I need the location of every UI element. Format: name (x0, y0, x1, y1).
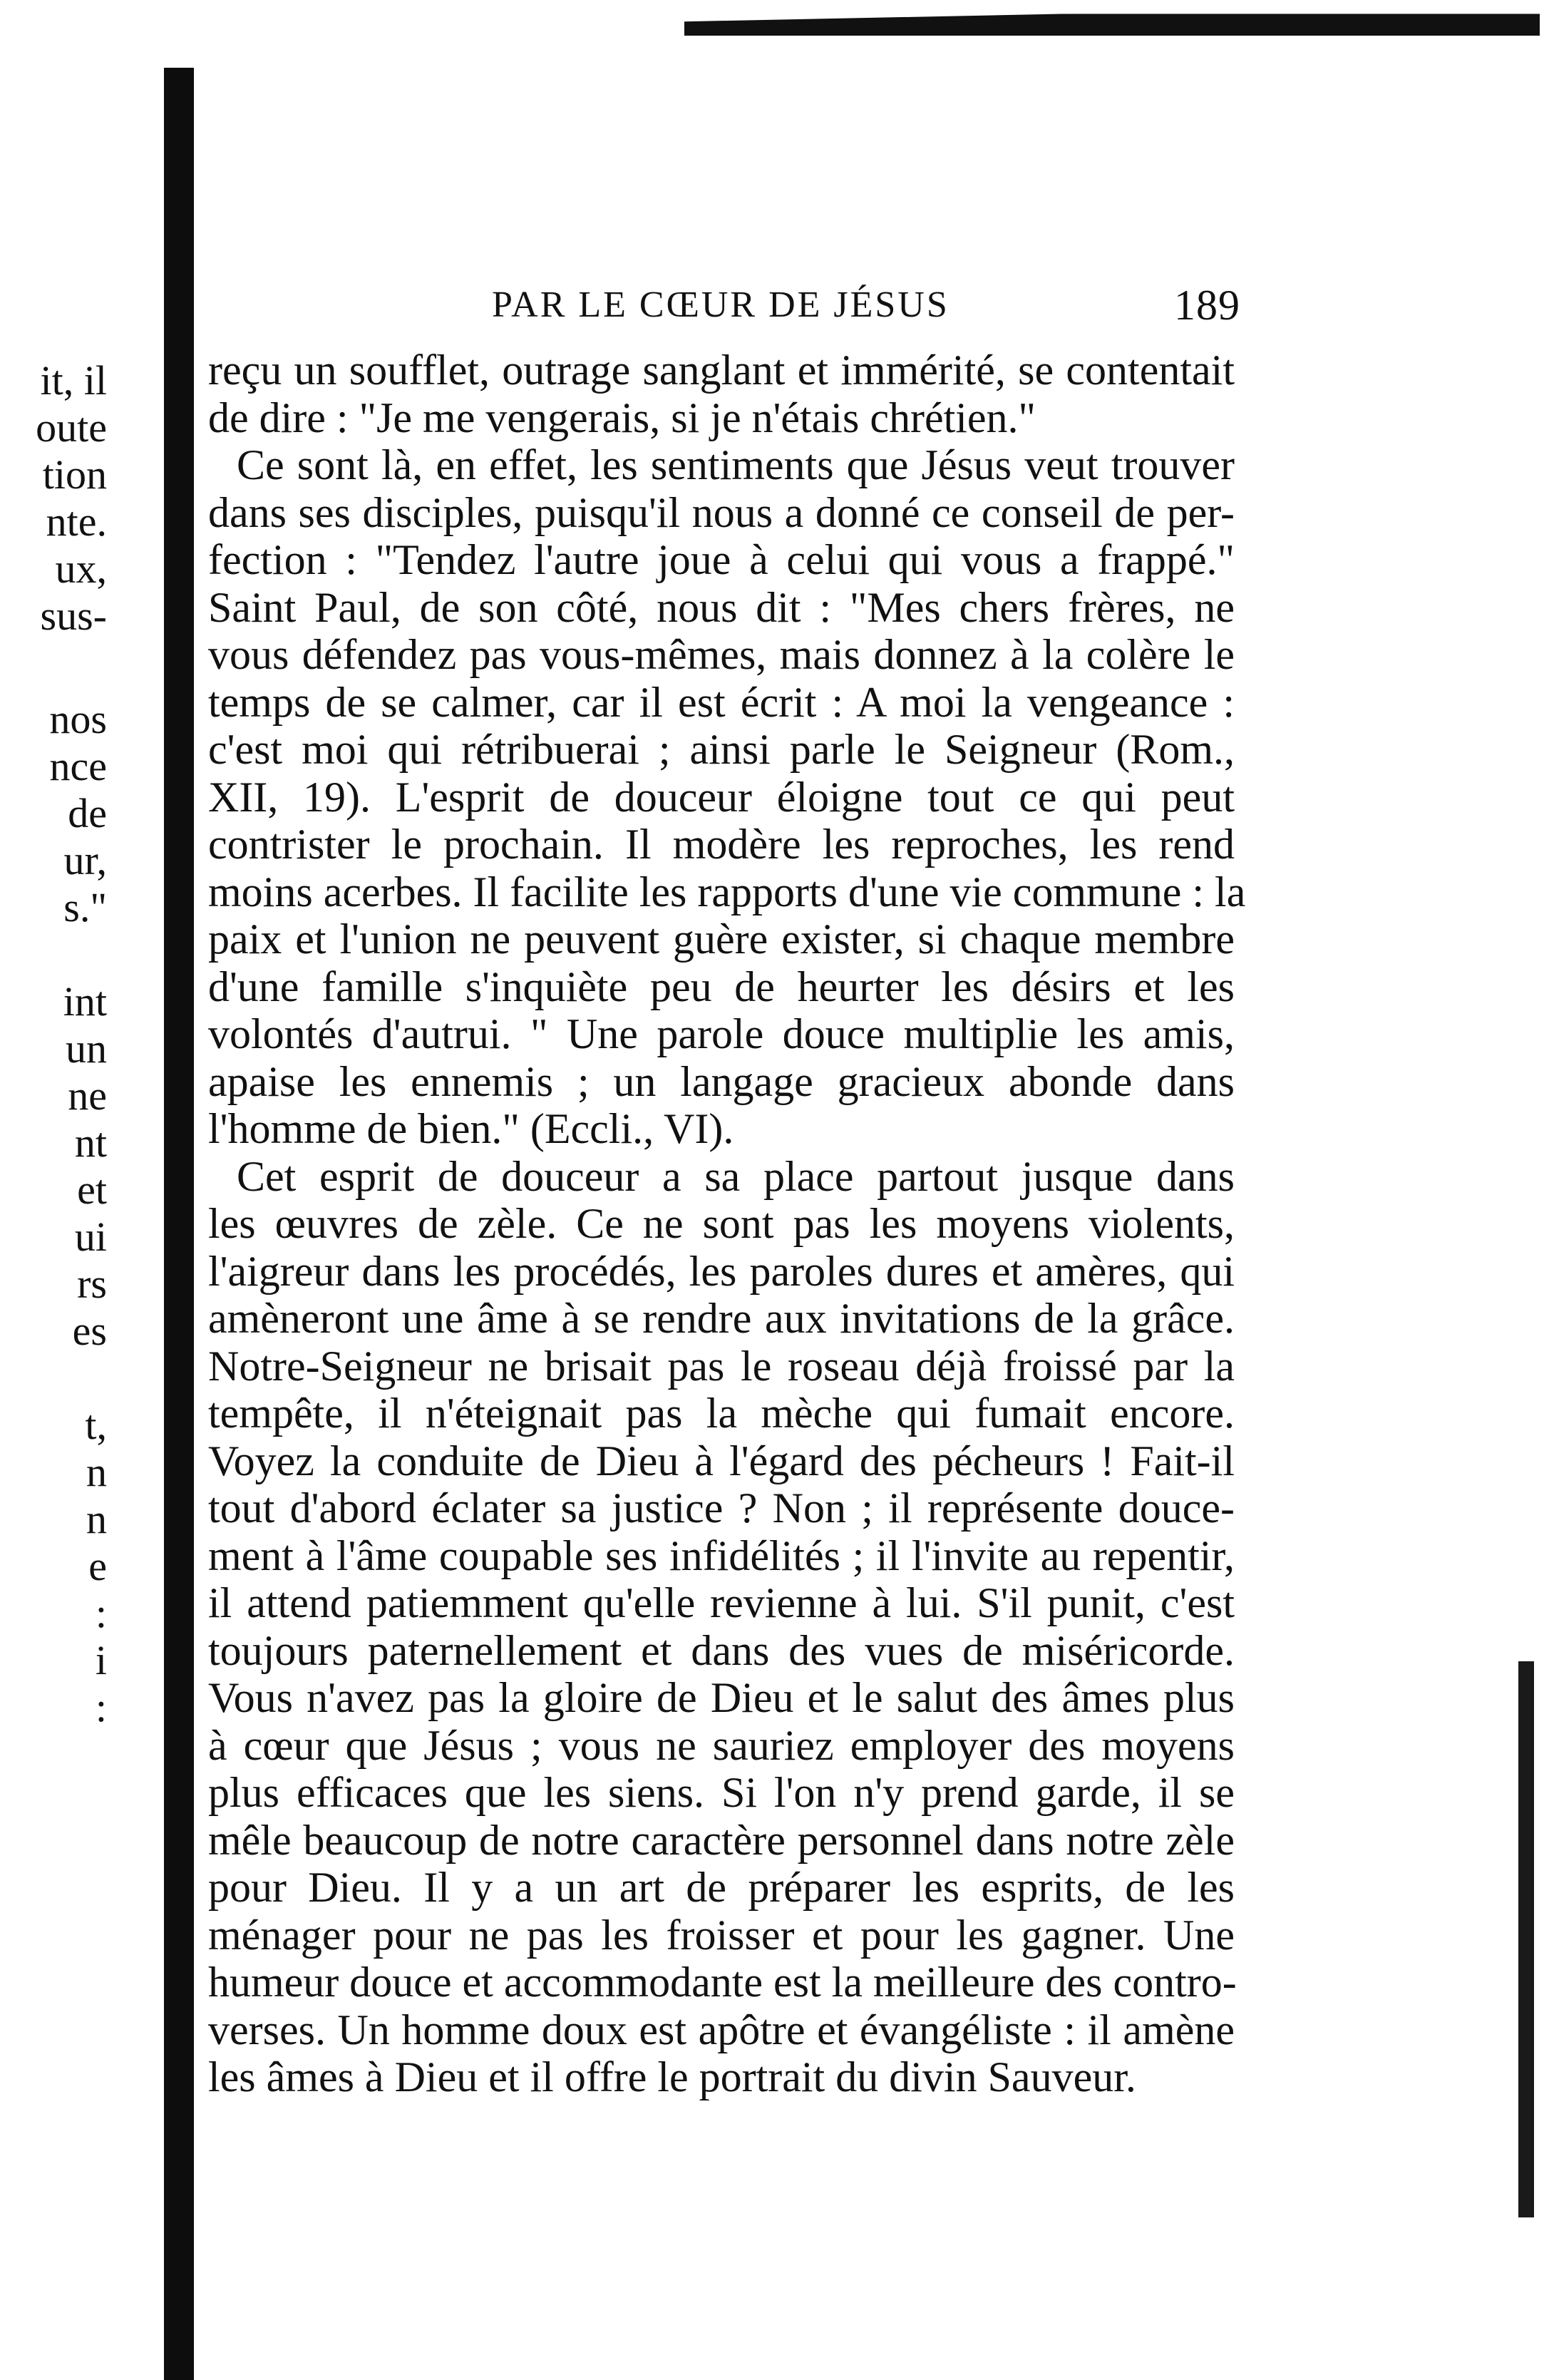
text-line: d'une famille s'inquiète peu de heurter les désirs et les (208, 963, 1235, 1010)
facing-page-fragment (0, 0, 157, 2380)
text-line: vous défendez pas vous-mêmes, mais donnez à la colère le (208, 631, 1235, 678)
fragment-line: : (95, 1590, 107, 1636)
fragment-line: : (95, 1684, 107, 1730)
text-line: tempête, il n'éteignait pas la mèche qui fumait encore. (208, 1390, 1235, 1437)
text-line: de dire : "Je me vengerais, si je n'étais chrétien." (208, 394, 1036, 441)
text-line: XII, 19). L'esprit de douceur éloigne tout ce qui peut (208, 773, 1235, 821)
text-line: les âmes à Dieu et il offre le portrait du divin Sauveur. (208, 2053, 1136, 2101)
text-line: c'est moi qui rétribuerai ; ainsi parle le Seigneur (Rom., (208, 726, 1235, 773)
fragment-line: s." (63, 884, 107, 930)
text-line: volontés d'autrui. " Une parole douce multiplie les amis, (208, 1010, 1235, 1057)
text-line: Voyez la conduite de Dieu à l'égard des pécheurs ! Fait-il (208, 1437, 1235, 1484)
running-header (207, 284, 1240, 327)
fragment-line: ne (68, 1072, 107, 1119)
text-line: verses. Un homme doux est apôtre et évangéliste : il amène (208, 2006, 1235, 2053)
fragment-line: de (68, 790, 107, 836)
fragment-line: t, (85, 1402, 107, 1448)
text-line: reçu un soufflet, outrage sanglant et immérité, se contentait (208, 347, 1235, 394)
text-line: Cet esprit de douceur a sa place partout jusque dans (237, 1152, 1235, 1200)
page-edge-shadow (1518, 1661, 1534, 2217)
page-number: 189 (1174, 282, 1240, 329)
text-line: Saint Paul, de son côté, nous dit : "Mes chers frères, ne (208, 583, 1235, 631)
fragment-line: nte. (46, 498, 107, 545)
fragment-line: it, il (40, 357, 107, 404)
text-line: les œuvres de zèle. Ce ne sont pas les moyens violents, (208, 1200, 1235, 1247)
text-line: mêle beaucoup de notre caractère personnel dans notre zèle (208, 1816, 1235, 1864)
fragment-line: nce (49, 743, 107, 789)
book-spine-shadow (164, 68, 194, 2380)
fragment-line: n (86, 1449, 107, 1495)
text-line: contrister le prochain. Il modère les reproches, les rend (208, 821, 1235, 868)
fragment-line: ui (74, 1214, 107, 1260)
fragment-line: rs (77, 1261, 107, 1307)
text-line: ment à l'âme coupable ses infidélités ; il l'invite au repentir, (208, 1532, 1235, 1579)
text-line: à cœur que Jésus ; vous ne sauriez employer des moyens (208, 1721, 1235, 1769)
fragment-line: es (72, 1308, 107, 1354)
text-line: moins acerbes. Il facilite les rapports d'une vie commune : la (208, 868, 1246, 915)
text-line: Vous n'avez pas la gloire de Dieu et le salut des âmes plus (208, 1674, 1235, 1721)
text-line: l'aigreur dans les procédés, les paroles dures et amères, qui (208, 1247, 1235, 1295)
text-line: il attend patiemment qu'elle revienne à lui. S'il punit, c'est (208, 1579, 1235, 1626)
text-line: tout d'abord éclater sa justice ? Non ; il représente douce- (208, 1484, 1235, 1532)
fragment-line: e (88, 1543, 107, 1589)
fragment-line: ux, (55, 545, 107, 592)
fragment-line: un (66, 1025, 107, 1072)
fragment-line: sus- (40, 593, 107, 639)
text-line: amèneront une âme à se rendre aux invitations de la grâce. (208, 1295, 1235, 1342)
body-text (208, 347, 1246, 2101)
text-line: paix et l'union ne peuvent guère exister, si chaque membre (208, 915, 1235, 963)
text-line: Notre-Seigneur ne brisait pas le roseau déjà froissé par la (208, 1342, 1235, 1390)
text-line: plus efficaces que les siens. Si l'on n'y prend garde, il se (208, 1769, 1235, 1816)
fragment-line: et (77, 1166, 107, 1213)
fragment-line: n (86, 1496, 107, 1542)
text-line: toujours paternellement et dans des vues de miséricorde. (208, 1626, 1235, 1674)
text-line: dans ses disciples, puisqu'il nous a donné ce conseil de per- (208, 488, 1235, 536)
text-line: l'homme de bien." (Eccli., VI). (208, 1105, 734, 1152)
fragment-line: int (63, 978, 107, 1025)
fragment-line: nos (49, 696, 107, 742)
fragment-line: oute (36, 404, 107, 451)
top-scan-rule (684, 4, 1540, 36)
text-line: ménager pour ne pas les froisser et pour les gagner. Une (208, 1911, 1235, 1959)
fragment-line: ur, (63, 837, 107, 883)
fragment-line: i (95, 1637, 107, 1683)
fragment-line: tion (42, 451, 107, 498)
fragment-line: nt (74, 1119, 107, 1166)
text-line: pour Dieu. Il y a un art de préparer les esprits, de les (208, 1864, 1235, 1911)
header-title: PAR LE CŒUR DE JÉSUS (492, 284, 949, 325)
text-line: apaise les ennemis ; un langage gracieux abonde dans (208, 1057, 1235, 1105)
text-line: fection : "Tendez l'autre joue à celui qui vous a frappé." (208, 536, 1235, 583)
text-line: Ce sont là, en effet, les sentiments que Jésus veut trouver (237, 441, 1235, 488)
text-line: humeur douce et accommodante est la meilleure des contro- (208, 1959, 1237, 2006)
text-line: temps de se calmer, car il est écrit : A moi la vengeance : (208, 678, 1235, 726)
